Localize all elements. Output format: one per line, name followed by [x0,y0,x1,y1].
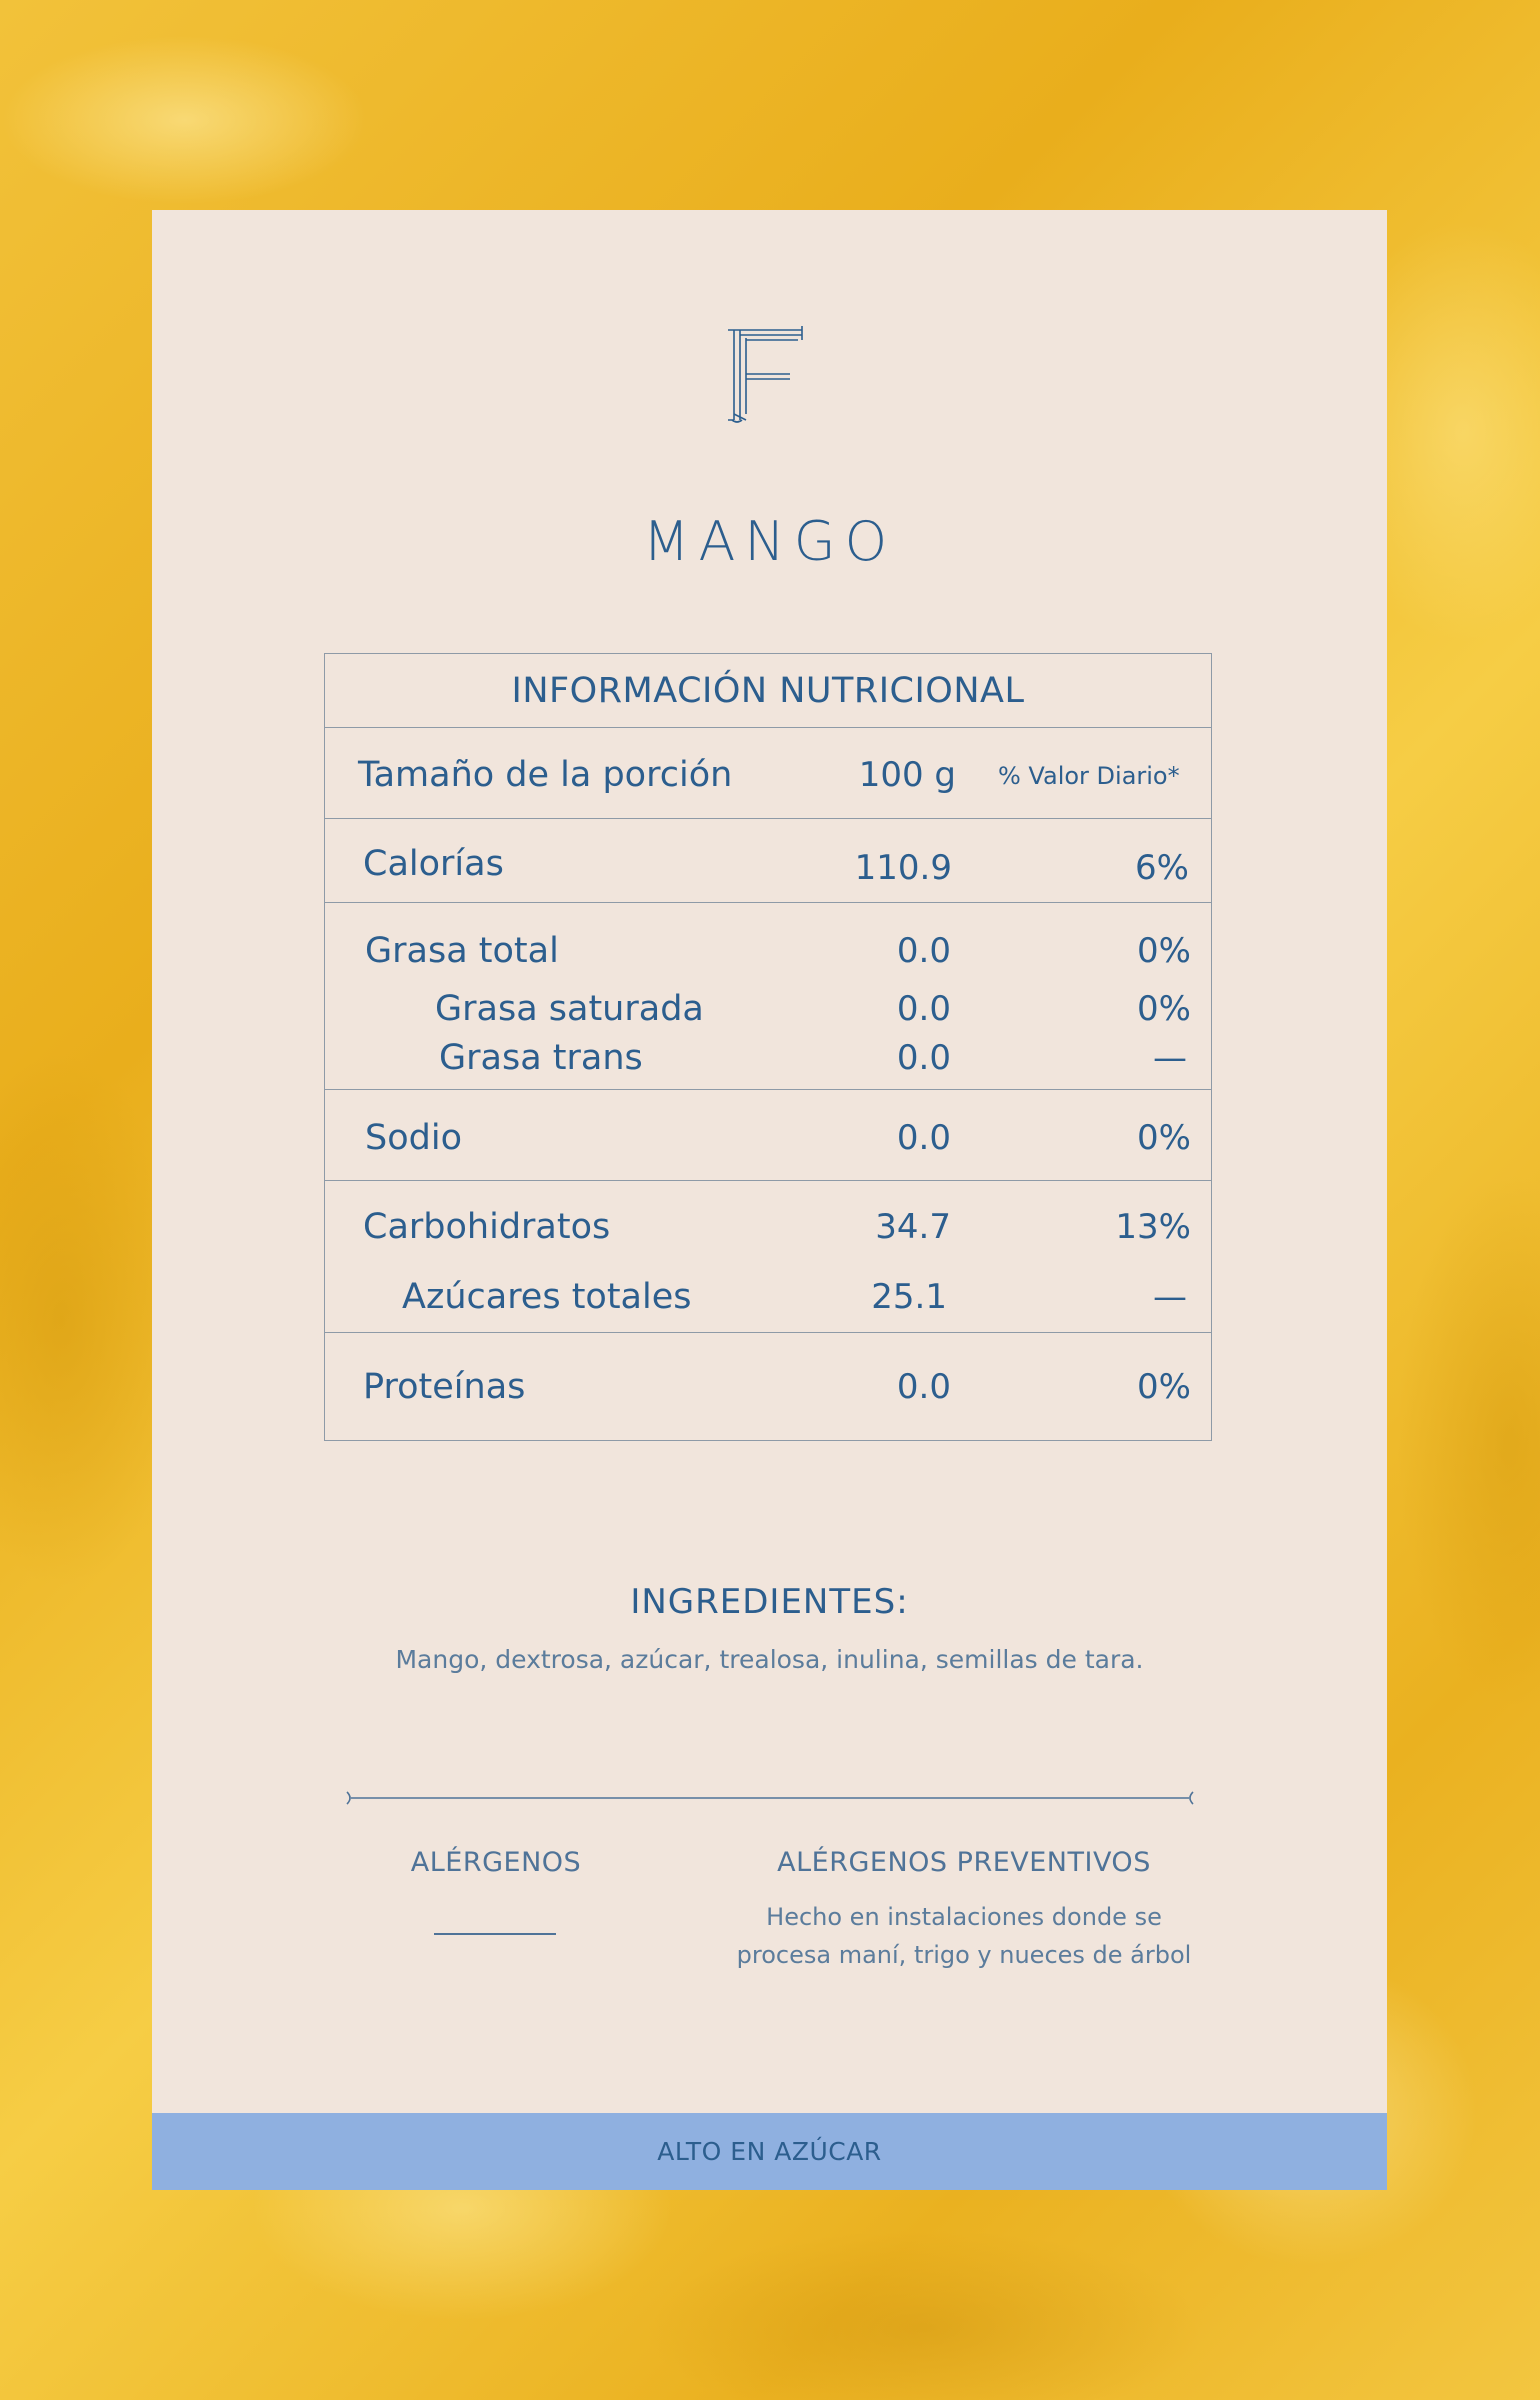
row-dv-sodio: 0% [1137,1118,1191,1158]
row-dv-grasa-trans: — [1153,1038,1187,1078]
preventive-line-2: procesa maní, trigo y nueces de árbol [736,1941,1192,1969]
preventive-allergens-text [704,1898,1224,1974]
allergens-title: ALÉRGENOS [410,1847,582,1878]
product-title: MANGO [642,510,897,573]
row-label-grasa-trans: Grasa trans [439,1038,643,1078]
row-dv-grasa-saturada: 0% [1137,989,1191,1029]
high-sugar-warning: ALTO EN AZÚCAR [152,2113,1387,2190]
preventive-allergens-title: ALÉRGENOS PREVENTIVOS [777,1847,1151,1878]
row-value-grasa-saturada: 0.0 [896,989,951,1029]
row-dv-grasa-total: 0% [1137,931,1191,971]
table-divider [325,727,1211,728]
nutrition-facts-table [324,653,1212,1441]
table-divider [325,1089,1211,1090]
row-value-grasa-total: 0.0 [896,931,951,971]
row-dv-calorias: 6% [1135,848,1189,888]
nutrition-label-card [152,210,1387,2190]
row-dv-azucares-totales: — [1153,1277,1187,1317]
serving-size-label: Tamaño de la porción [358,755,733,795]
row-label-sodio: Sodio [365,1118,462,1158]
row-value-proteinas: 0.0 [896,1367,951,1407]
row-label-carbohidratos: Carbohidratos [363,1207,611,1247]
row-label-azucares-totales: Azúcares totales [402,1277,692,1317]
allergens-none-dash [434,1933,556,1935]
monogram-f-logo [726,324,808,426]
table-divider [325,1332,1211,1333]
table-divider [325,902,1211,903]
row-dv-proteinas: 0% [1137,1367,1191,1407]
row-label-grasa-total: Grasa total [365,931,559,971]
row-value-sodio: 0.0 [896,1118,951,1158]
table-divider [325,1180,1211,1181]
ingredients-title: INGREDIENTES: [630,1582,909,1622]
preventive-line-1: Hecho en instalaciones donde se [766,1903,1162,1931]
row-label-proteinas: Proteínas [363,1367,526,1407]
serving-size-value: 100 g [858,755,956,795]
row-dv-carbohidratos: 13% [1115,1207,1191,1247]
row-value-carbohidratos: 34.7 [875,1207,951,1247]
row-value-calorias: 110.9 [854,848,952,888]
daily-value-header: % Valor Diario* [998,762,1180,790]
nutrition-table-title: INFORMACIÓN NUTRICIONAL [511,671,1025,711]
row-label-grasa-saturada: Grasa saturada [435,989,704,1029]
ingredients-text: Mango, dextrosa, azúcar, trealosa, inulina, semillas de tara. [395,1645,1144,1674]
row-value-grasa-trans: 0.0 [896,1038,951,1078]
table-divider [325,818,1211,819]
row-label-calorias: Calorías [363,844,504,884]
row-value-azucares-totales: 25.1 [871,1277,947,1317]
ornamental-divider [345,1790,1195,1806]
